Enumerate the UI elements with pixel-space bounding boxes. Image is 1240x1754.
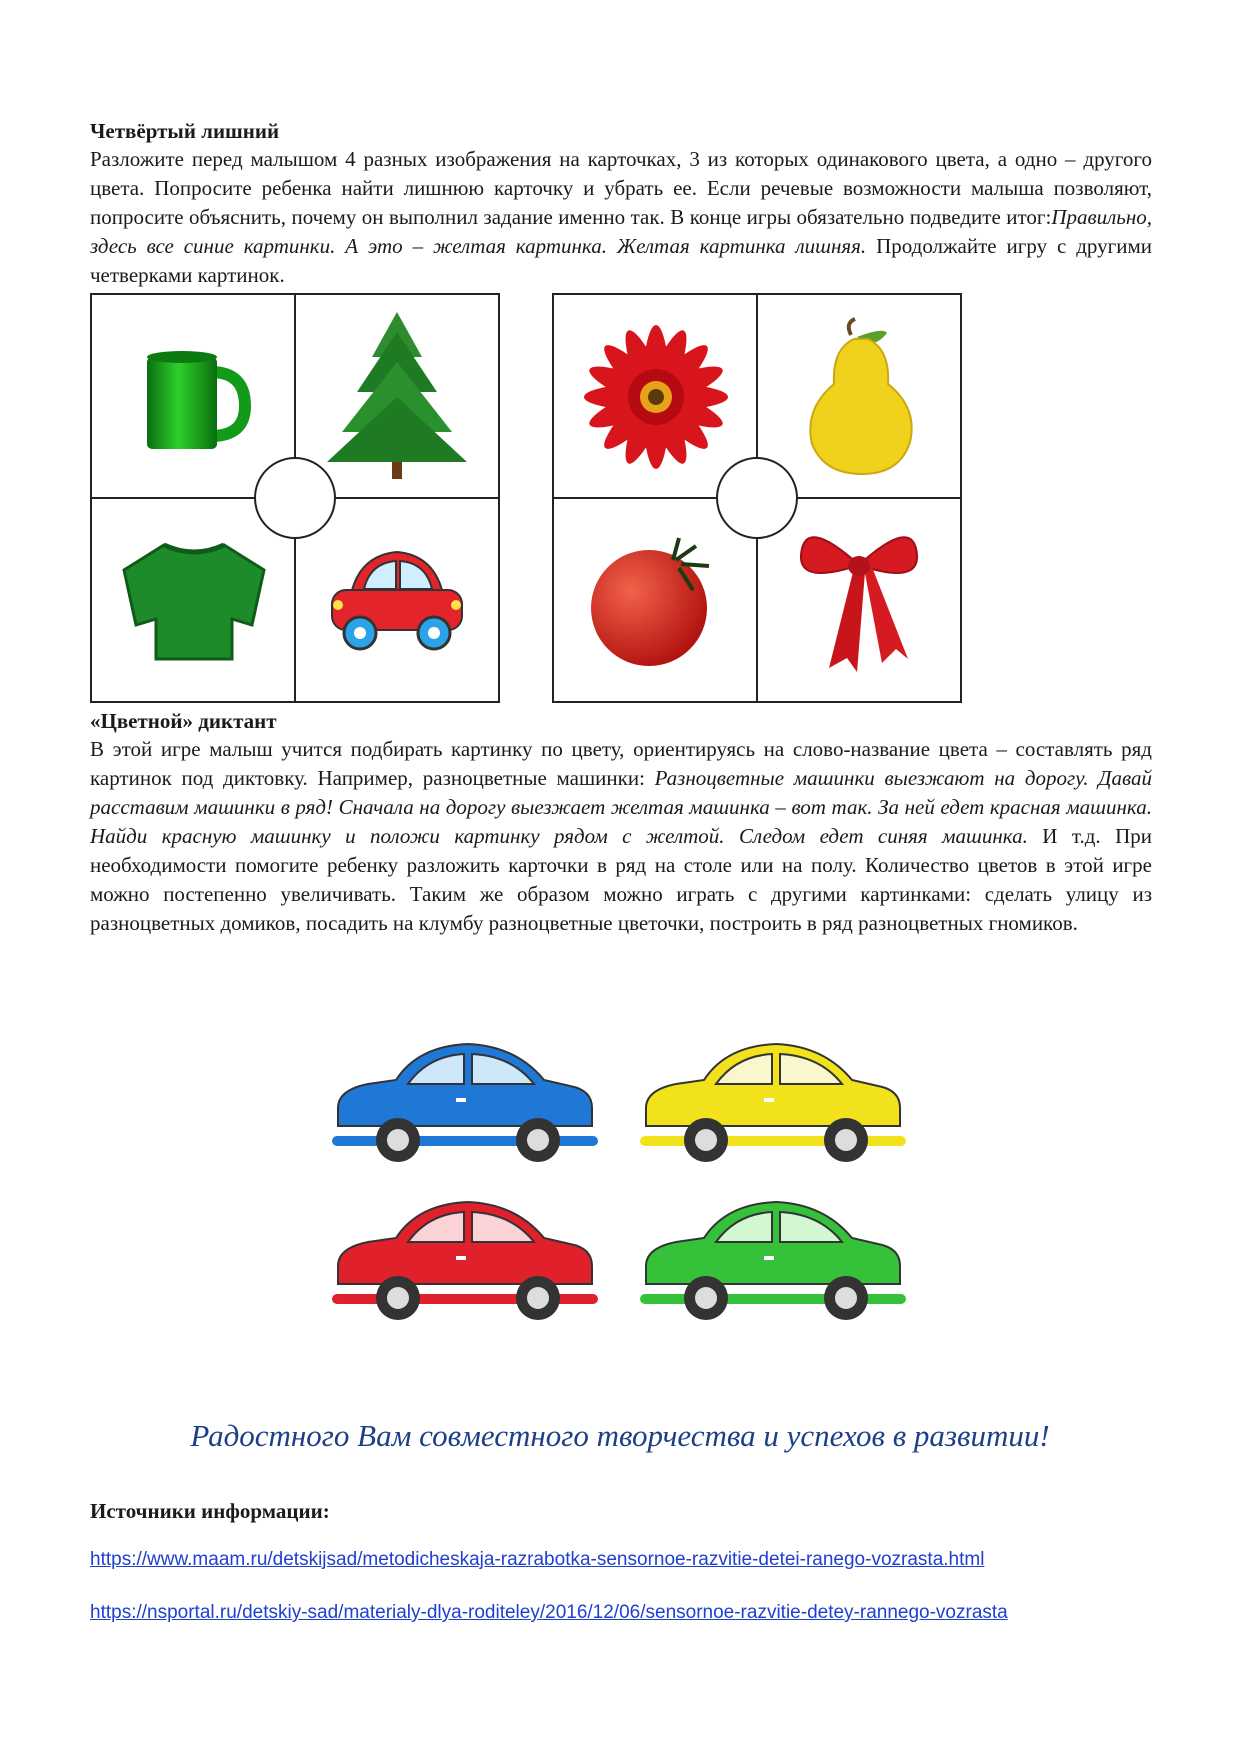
card-red-car bbox=[295, 498, 498, 701]
card-bow bbox=[757, 498, 960, 701]
example-speech: Разноцветные машинки выезжают на дорогу. Давай расставим машинки в ряд! Сначала на дорогу выезжает желтая машинка – вот так. За ней едет красная машинка. Найди красную машинку и положи картинку рядом с желтой. Следом едет синяя машинка. bbox=[90, 766, 1153, 848]
card-green-sweater bbox=[92, 498, 295, 701]
section-title: «Цветной» диктант bbox=[90, 709, 277, 733]
card-grid-green bbox=[90, 293, 500, 703]
gerbera-flower-icon bbox=[576, 317, 736, 477]
center-circle bbox=[254, 457, 336, 539]
picture-grids bbox=[90, 293, 1152, 705]
card-green-mug bbox=[92, 295, 295, 498]
car-yellow-icon bbox=[634, 1040, 914, 1170]
card-fir-tree bbox=[295, 295, 498, 498]
center-circle bbox=[716, 457, 798, 539]
car-blue-icon bbox=[326, 1040, 606, 1170]
section-text: В этой игре малыш учится подбирать картинку по цвету, ориентируясь на слово-название цвета – составлять ряд картинок под диктовку. Например, разноцветные машинки: Разноцветные машинки выезжают на дорогу. Давай расставим машинки в ряд! Сначала на дорогу выезжает желтая машинка – вот так. За ней едет красная машинка. Найди красную машинку и положи картинку рядом с желтой. Следом едет синяя машинка. И т.д. При необходимости помогите ребенку разложить карточки в ряд на столе или на полу. Количество цветов в этой игре можно постепенно увеличивать. Таким же образом можно играть с другими картинками: сделать улицу из разноцветных домиков, посадить на клумбу разноцветные цветочки, построить в ряд разноцветных гномиков. bbox=[90, 737, 1153, 935]
car-green-icon bbox=[634, 1198, 914, 1328]
card-tomato bbox=[554, 498, 757, 701]
card-grid-red bbox=[552, 293, 962, 703]
green-mug-icon bbox=[129, 337, 259, 457]
source-link-2[interactable]: https://nsportal.ru/detskiy-sad/materialy-dlya-roditeley/2016/12/06/sensornoe-razvitie-detey-rannego-vozrasta bbox=[90, 1602, 1008, 1623]
bow-icon bbox=[794, 520, 924, 680]
section-title: Четвёртый лишний bbox=[90, 119, 280, 143]
example-speech: Правильно, здесь все синие картинки. А это – желтая картинка. Желтая картинка лишняя. bbox=[90, 205, 1152, 258]
car-red-icon bbox=[326, 1198, 606, 1328]
section-color-dictation bbox=[90, 708, 1152, 938]
sources-title: Источники информации: bbox=[90, 1499, 330, 1523]
closing-wish: Радостного Вам совместного творчества и успехов в развитии! bbox=[190, 1418, 1050, 1453]
colored-cars bbox=[320, 1030, 920, 1330]
card-pear bbox=[757, 295, 960, 498]
tomato-icon bbox=[581, 530, 731, 670]
sweater-icon bbox=[109, 535, 279, 665]
pear-icon bbox=[799, 317, 919, 477]
section-text: Разложите перед малышом 4 разных изображения на карточках, 3 из которых одинакового цвета, а одно – другого цвета. Попросите ребенка найти лишнюю карточку и убрать ее. Если речевые возможности малыша позволяют, попросите объяснить, почему он выполнил задание именно так. В конце игры обязательно подведите итог:Правильно, здесь все синие картинки. А это – желтая картинка. Желтая картинка лишняя. Продолжайте игру с другими четверками картинок. bbox=[90, 147, 1153, 287]
source-link-1[interactable]: https://www.maam.ru/detskijsad/metodicheskaja-razrabotka-sensornoe-razvitie-detei-ranego-vozrasta.html bbox=[90, 1549, 985, 1570]
card-gerbera bbox=[554, 295, 757, 498]
section-odd-one-out bbox=[90, 118, 1152, 290]
toy-car-icon bbox=[322, 545, 472, 655]
fir-tree-icon bbox=[322, 307, 472, 487]
